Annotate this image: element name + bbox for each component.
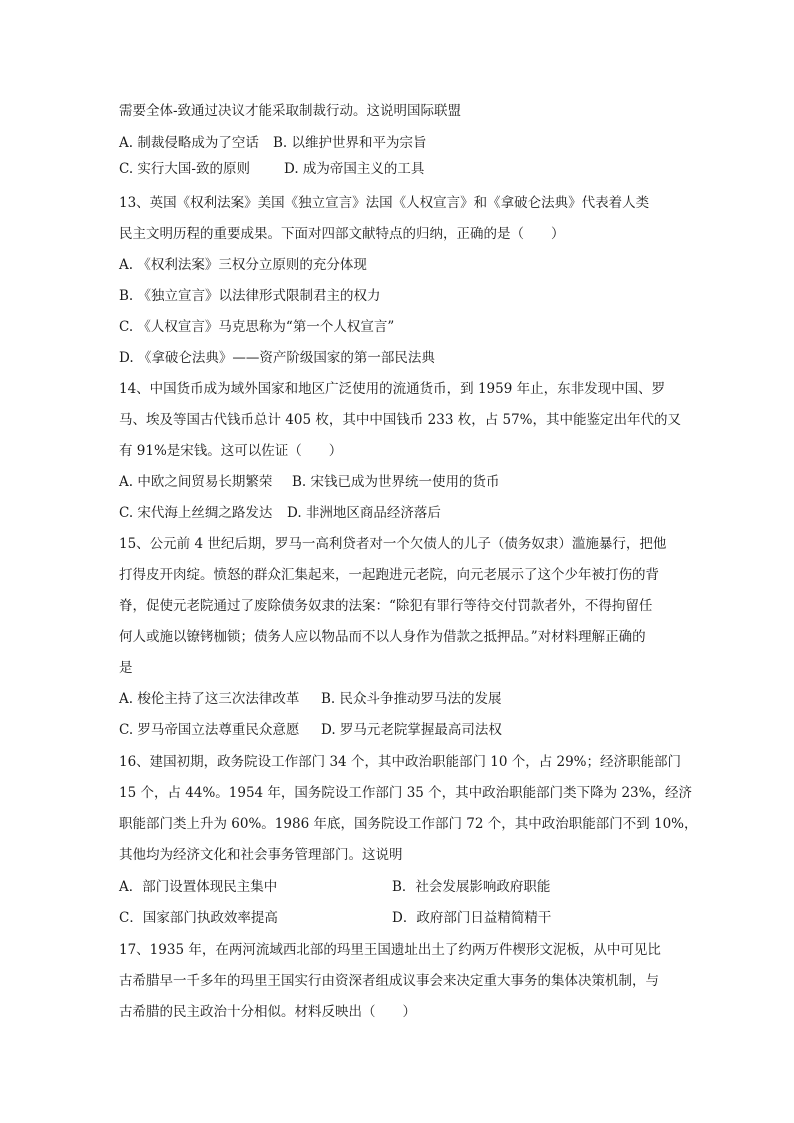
- q14-stem-line-3: 有 91%是宋钱。这可以佐证（ ）: [119, 443, 343, 459]
- q15-stem-line-4: 何人或施以镣铐枷锁；债务人应以物品而不以人身作为借款之抵押品。”对材料理解正确的: [119, 629, 646, 645]
- q16-stem-line-4: 其他均为经济文化和社会事务管理部门。这说明: [119, 847, 403, 863]
- q16-stem-line-2: 15 个，占 44%。1954 年，国务院设工作部门 35 个，其中政治职能部门类下降为 23%，经济: [119, 785, 692, 801]
- q13-option-a: A. 《权利法案》三权分立原则的充分体现: [119, 257, 367, 273]
- q14-option-b: B. 宋钱已成为世界统一使用的货币: [292, 474, 500, 490]
- q15-stem-line-5: 是: [119, 660, 133, 676]
- q15-stem-line-1: 15、公元前 4 世纪后期，罗马一高利贷者对一个欠债人的儿子（债务奴隶）滥施暴行，把他: [119, 536, 667, 552]
- q15-option-c: C. 罗马帝国立法尊重民众意愿: [119, 722, 300, 738]
- q16-option-b: B．社会发展影响政府职能: [392, 879, 551, 895]
- q16-option-a: A．部门设置体现民主集中: [119, 879, 278, 895]
- q12-option-c: C. 实行大国-致的原则: [119, 161, 250, 177]
- q12-stem-tail: 需要全体-致通过决议才能采取制裁行动。这说明国际联盟: [119, 103, 462, 119]
- q14-option-d: D. 非洲地区商品经济落后: [287, 505, 441, 521]
- q14-option-a: A. 中欧之间贸易长期繁荣: [119, 474, 273, 490]
- q13-stem-line-2: 民主文明历程的重要成果。下面对四部文献特点的归纳，正确的是（ ）: [119, 226, 565, 242]
- q16-stem-line-1: 16、建国初期，政务院设工作部门 34 个，其中政治职能部门 10 个，占 29%；经济职能部门: [119, 754, 681, 770]
- q13-option-c: C. 《人权宣言》马克思称为“第一个人权宣言”: [119, 319, 395, 335]
- q17-stem-line-2: 古希腊早一千多年的玛里王国实行由资深者组成议事会来决定重大事务的集体决策机制，与: [119, 973, 659, 989]
- q15-stem-line-2: 打得皮开肉绽。愤怒的群众汇集起来，一起跑进元老院，向元老展示了这个少年被打伤的背: [119, 567, 659, 583]
- q16-option-c: C．国家部门执政效率提高: [119, 910, 278, 926]
- q13-option-d: D. 《拿破仑法典》——资产阶级国家的第一部民法典: [119, 350, 435, 366]
- q16-stem-line-3: 职能部门类上升为 60%。1986 年底，国务院设工作部门 72 个，其中政治职能部门不到 10%，: [119, 816, 698, 832]
- q17-stem-line-3: 古希腊的民主政治十分相似。材料反映出（ ）: [119, 1004, 416, 1020]
- q14-option-c: C. 宋代海上丝绸之路发达: [119, 505, 273, 521]
- q15-option-b: B. 民众斗争推动罗马法的发展: [321, 691, 502, 707]
- q15-stem-line-3: 脊，促使元老院通过了废除债务奴隶的法案：“除犯有罪行等待交付罚款者外，不得拘留任: [119, 598, 653, 614]
- q16-option-d: D．政府部门日益精简精干: [392, 910, 552, 926]
- q15-option-a: A. 梭伦主持了这三次法律改革: [119, 691, 300, 707]
- q17-stem-line-1: 17、1935 年，在两河流域西北部的玛里王国遗址出土了约两万件楔形文泥板，从中可见比: [119, 942, 661, 958]
- q13-option-b: B. 《独立宣言》以法律形式限制君主的权力: [119, 288, 381, 304]
- q14-stem-line-2: 马、埃及等国古代钱币总计 405 枚，其中中国钱币 233 枚，占 57%，其中能鉴定出年代的又: [119, 412, 681, 428]
- q12-option-d: D. 成为帝国主义的工具: [284, 161, 425, 177]
- q12-option-a: A. 制裁侵略成为了空话: [119, 135, 259, 151]
- q12-option-b: B. 以维护世界和平为宗旨: [273, 135, 427, 151]
- q13-stem-line-1: 13、英国《权利法案》美国《独立宣言》法国《人权宣言》和《拿破仑法典》代表着人类: [119, 195, 650, 211]
- q15-option-d: D. 罗马元老院掌握最高司法权: [321, 722, 502, 738]
- q14-stem-line-1: 14、中国货币成为域外国家和地区广泛使用的流通货币，到 1959 年止，东非发现中国、罗: [119, 381, 666, 397]
